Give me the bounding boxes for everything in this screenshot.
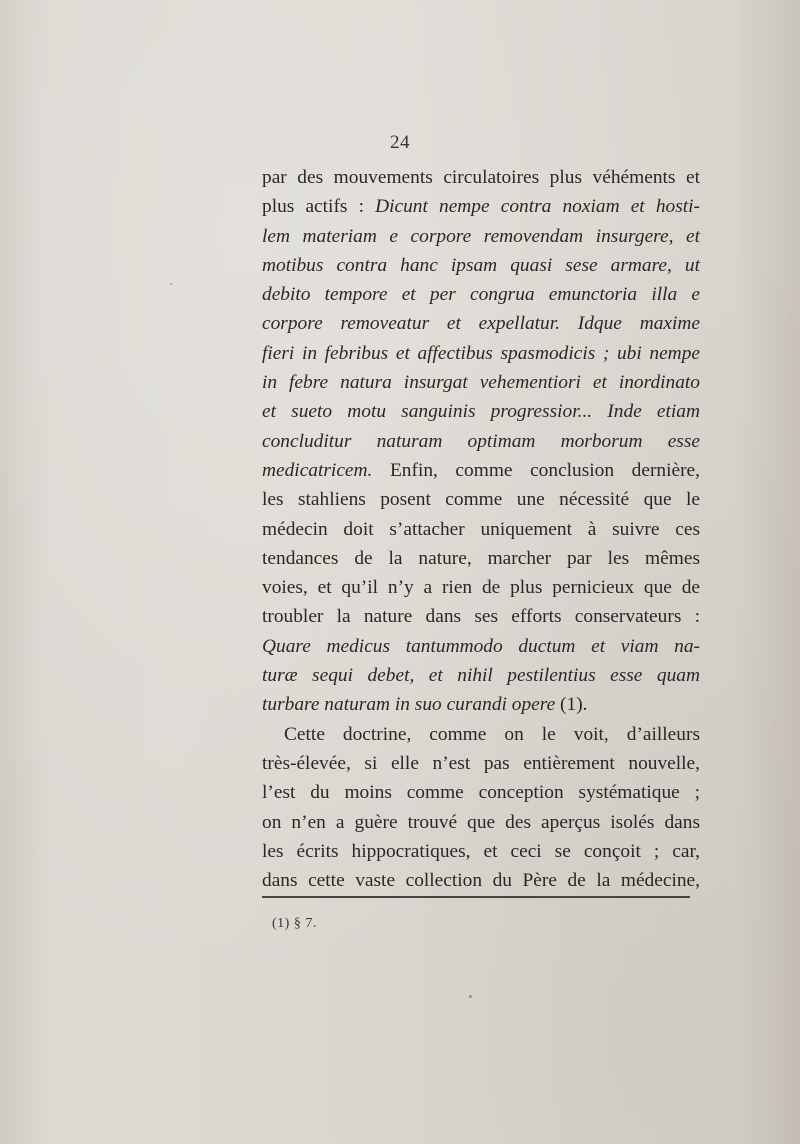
latin-quote-segment: medicatricem. (262, 459, 373, 481)
text-line (262, 251, 700, 280)
text-line (262, 339, 700, 368)
latin-quote-segment: fieri in febribus et affectibus spasmodicis ; ubi nempe (262, 342, 700, 364)
text-segment: médecin doit s’attacher uniquement à suivre ces (262, 518, 700, 540)
text-line (262, 749, 700, 778)
text-segment: les stahliens posent comme une nécessité que le (262, 489, 700, 511)
text-line (262, 485, 700, 514)
text-segment: Enfin, comme conclusion dernière, (372, 459, 700, 481)
text-line (262, 632, 700, 661)
latin-quote-segment: turæ sequi debet, et nihil pestilentius esse quam (262, 665, 700, 687)
text-segment: (1). (555, 694, 588, 716)
text-line (262, 837, 700, 866)
footnote: (1) § 7. (272, 916, 317, 931)
latin-quote-segment: in febre natura insurgat vehementiori et inordinato (262, 372, 700, 394)
text-line (262, 515, 700, 544)
text-segment: on n’en a guère trouvé que des aperçus isolés dans (262, 811, 700, 833)
latin-quote-segment: debito tempore et per congrua emunctoria illa e (262, 284, 700, 306)
text-segment: très-élevée, si elle n’est pas entièrement nouvelle, (262, 752, 700, 774)
text-line (262, 309, 700, 338)
latin-quote-segment: et sueto motu sanguinis progressior... Inde etiam (262, 401, 700, 423)
text-line (262, 661, 700, 690)
text-line (262, 368, 700, 397)
text-segment: troubler la nature dans ses efforts conservateurs : (262, 606, 700, 628)
latin-quote-segment: lem materiam e corpore removendam insurgere, et (262, 225, 700, 247)
text-segment: tendances de la nature, marcher par les mêmes (262, 547, 700, 569)
paper-speck (469, 995, 472, 998)
latin-quote-segment: concluditur naturam optimam morborum esse (262, 430, 700, 452)
text-line (262, 778, 700, 807)
text-line (262, 866, 700, 895)
paper-speck (475, 731, 477, 733)
text-line (262, 456, 700, 485)
text-line (262, 192, 700, 221)
text-line (262, 397, 700, 426)
text-segment: plus actifs : (262, 196, 376, 218)
paper-speck (170, 283, 172, 285)
latin-quote-segment: motibus contra hanc ipsam quasi sese armare, ut (262, 254, 700, 276)
text-line (262, 573, 700, 602)
latin-quote-segment: turbare naturam in suo curandi opere (262, 694, 556, 716)
text-segment: les écrits hippocratiques, et ceci se conçoit ; car, (262, 840, 700, 862)
body-text (262, 163, 700, 895)
footnote-divider (262, 896, 690, 898)
text-segment: l’est du moins comme conception systématique ; (262, 782, 700, 804)
text-line (262, 544, 700, 573)
page-number: 24 (390, 132, 410, 153)
text-line (262, 808, 700, 837)
text-segment: voies, et qu’il n’y a rien de plus pernicieux que de (262, 577, 700, 599)
text-segment: dans cette vaste collection du Père de la médecine, (262, 870, 700, 892)
text-line (262, 280, 700, 309)
text-line (262, 222, 700, 251)
text-line (262, 427, 700, 456)
latin-quote-segment: corpore removeatur et expellatur. Idque maxime (262, 313, 700, 335)
text-line (262, 163, 700, 192)
text-line (262, 602, 700, 631)
text-segment: Cette doctrine, comme on le voit, d’ailleurs (284, 723, 700, 745)
text-line (262, 720, 700, 749)
text-line (262, 690, 700, 719)
latin-quote-segment: Dicunt nempe contra noxiam et hosti- (375, 196, 700, 218)
text-segment: par des mouvements circulatoires plus véhéments et (262, 167, 700, 188)
latin-quote-segment: Quare medicus tantummodo ductum et viam na- (262, 635, 700, 657)
